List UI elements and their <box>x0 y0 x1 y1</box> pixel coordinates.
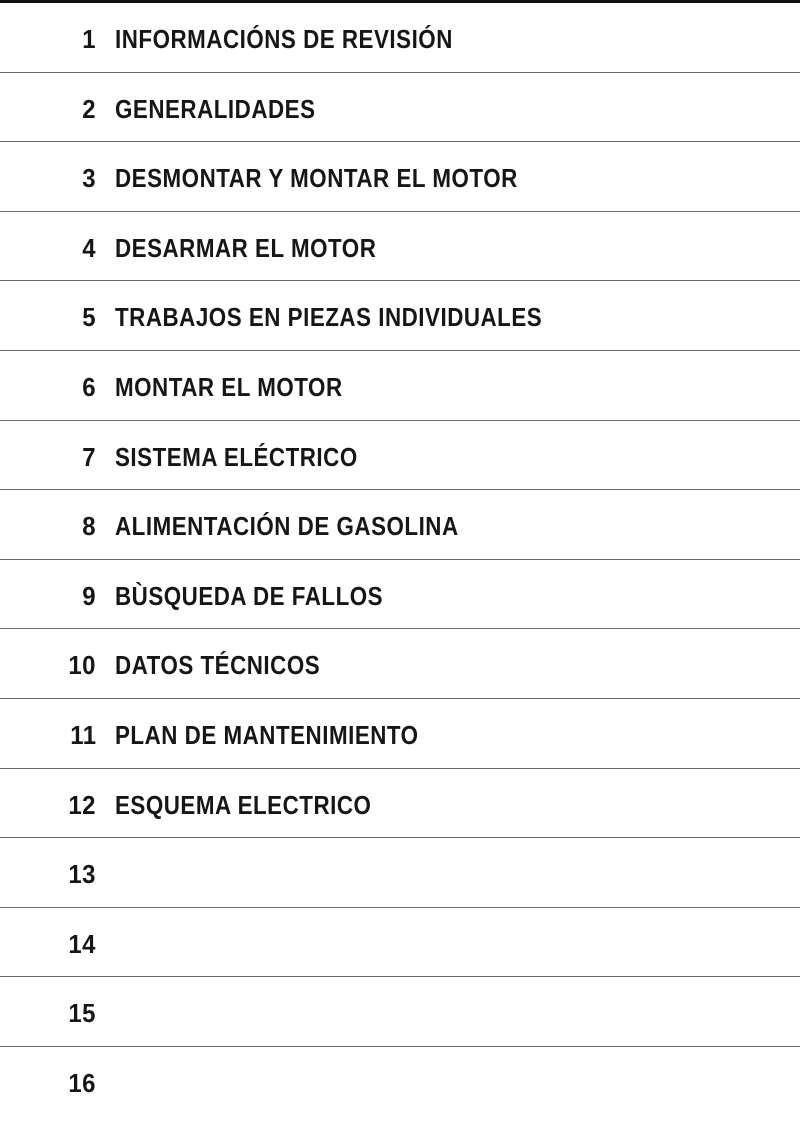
toc-number: 14 <box>68 928 96 959</box>
toc-number: 7 <box>82 441 96 472</box>
toc-title: MONTAR EL MOTOR <box>115 371 343 402</box>
toc-number: 11 <box>69 719 96 750</box>
toc-row-4[interactable] <box>0 212 800 282</box>
toc-title: SISTEMA ELÉCTRICO <box>115 441 358 472</box>
toc-title: BÙSQUEDA DE FALLOS <box>115 580 384 611</box>
toc-number: 3 <box>82 163 96 194</box>
toc-row-16[interactable] <box>0 1047 800 1117</box>
toc-number: 9 <box>82 580 96 611</box>
toc-number: 10 <box>68 650 96 681</box>
toc-title: PLAN DE MANTENIMIENTO <box>115 719 419 750</box>
toc-row-15[interactable] <box>0 977 800 1047</box>
toc-row-13[interactable] <box>0 838 800 908</box>
toc-number: 12 <box>68 789 96 820</box>
toc-number: 13 <box>68 859 96 890</box>
toc-title: INFORMACIÓNS DE REVISIÓN <box>115 24 453 54</box>
toc-title: DESARMAR EL MOTOR <box>115 232 377 263</box>
toc-number: 5 <box>82 302 96 333</box>
toc-number: 4 <box>82 232 96 263</box>
toc-row-12[interactable] <box>0 769 800 839</box>
toc-title: DESMONTAR Y MONTAR EL MOTOR <box>115 163 518 194</box>
toc-row-14[interactable] <box>0 908 800 978</box>
toc-number: 15 <box>68 998 96 1029</box>
toc-row-10[interactable] <box>0 629 800 699</box>
toc-row-11[interactable] <box>0 699 800 769</box>
toc-number: 1 <box>82 24 96 54</box>
toc-row-7[interactable] <box>0 421 800 491</box>
toc-row-5[interactable] <box>0 281 800 351</box>
table-of-contents <box>0 3 800 1117</box>
toc-row-3[interactable] <box>0 142 800 212</box>
toc-row-9[interactable] <box>0 560 800 630</box>
toc-number: 2 <box>82 93 96 124</box>
toc-title: ALIMENTACIÓN DE GASOLINA <box>115 511 459 542</box>
toc-title: DATOS TÉCNICOS <box>115 650 321 681</box>
toc-title: GENERALIDADES <box>115 93 316 124</box>
toc-number: 8 <box>82 511 96 542</box>
toc-row-2[interactable] <box>0 73 800 143</box>
toc-row-6[interactable] <box>0 351 800 421</box>
toc-row-8[interactable] <box>0 490 800 560</box>
toc-row-1[interactable] <box>0 3 800 73</box>
toc-title: ESQUEMA ELECTRICO <box>115 789 372 820</box>
toc-number: 16 <box>68 1067 96 1098</box>
toc-title: TRABAJOS EN PIEZAS INDIVIDUALES <box>115 302 543 333</box>
toc-number: 6 <box>82 371 96 402</box>
